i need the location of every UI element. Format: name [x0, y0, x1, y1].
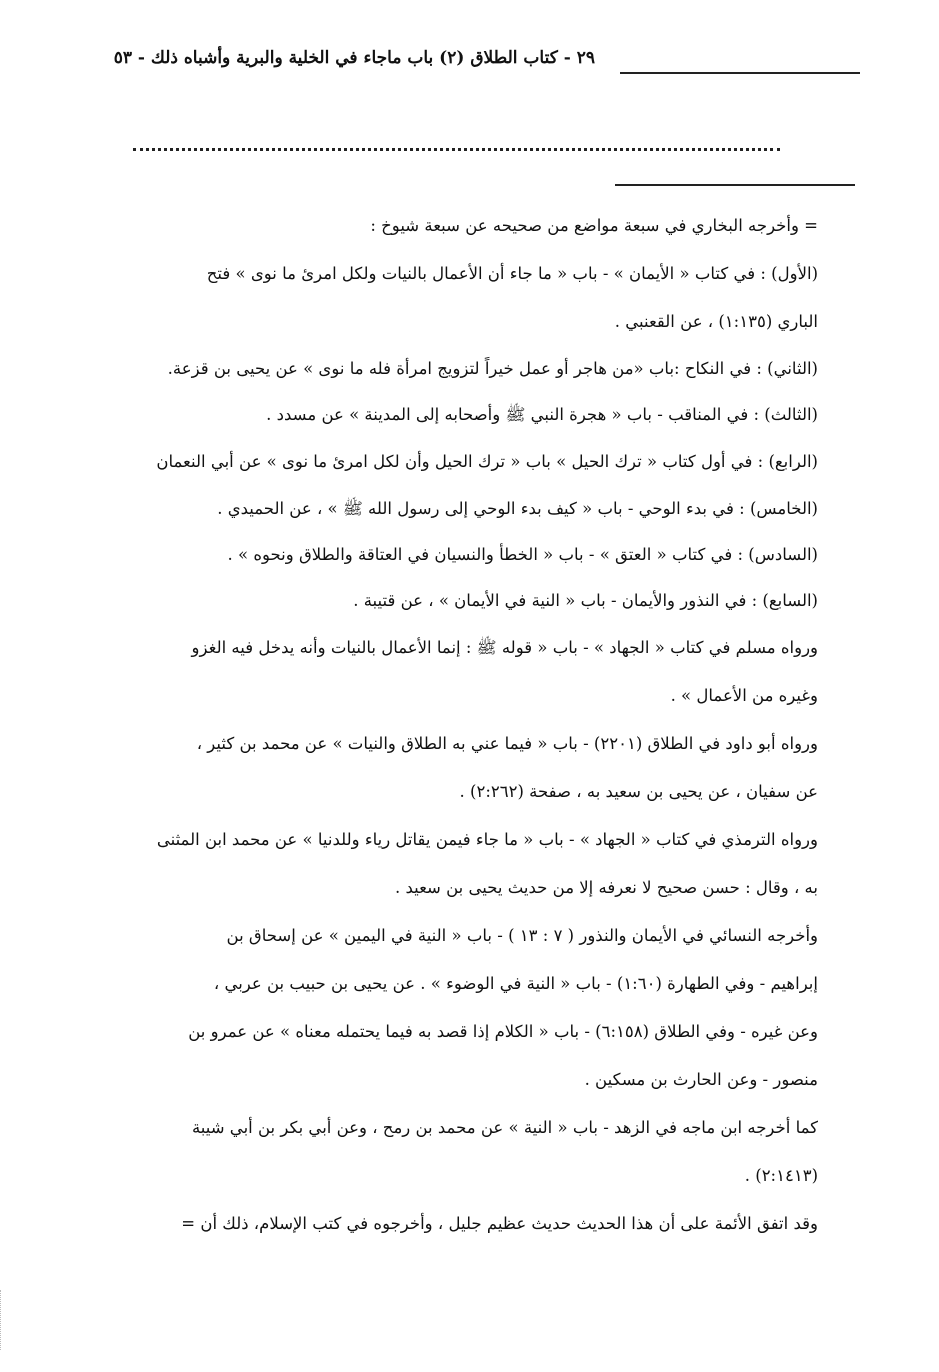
running-header-title: ٢٩ - كتاب الطلاق (٢) باب ماجاء في الخلية والبرية وأشباه ذلك - ٥٣: [113, 48, 595, 68]
text-line: (الأول) : في كتاب « الأيمان » - باب « ما جاء أن الأعمال بالنيات ولكل امرئ ما نوى » فتح: [206, 264, 818, 283]
page-header: [80, 44, 860, 84]
header-rule: [620, 72, 860, 74]
text-line: (السادس) : في كتاب « العتق » - باب « الخطأ والنسيان في العتاقة والطلاق ونحوه » .: [227, 545, 818, 564]
text-line: ورواه أبو داود في الطلاق (٢٢٠١) - باب « فيما عني به الطلاق والنيات » عن محمد بن كثير ،: [196, 734, 818, 753]
scan-edge-mark: [0, 1290, 9, 1350]
text-line: إبراهيم - وفي الطهارة (١:٦٠) - باب « النية في الوضوء » . عن يحيى بن حبيب بن عربي ،: [213, 974, 818, 993]
text-line: عن سفيان ، عن يحيى بن سعيد به ، صفحة (٢:٢٦٢) .: [459, 782, 818, 801]
footnote-body: [78, 202, 818, 1248]
text-line: الباري (١:١٣٥) ، عن القعنبي .: [614, 312, 818, 331]
text-line: (الثالث) : في المناقب - باب « هجرة النبي ﷺ وأصحابه إلى المدينة » عن مسدد .: [266, 405, 818, 424]
text-line: وقد اتفق الأئمة على أن هذا الحديث حديث عظيم جليل ، وأخرجوه في كتب الإسلام، ذلك أن =: [181, 1214, 818, 1233]
text-line: (الخامس) : في بدء الوحي - باب « كيف بدء الوحي إلى رسول الله ﷺ » ، عن الحميدي .: [217, 499, 818, 518]
text-line: وعن غيره - وفي الطلاق (٦:١٥٨) - باب « الكلام إذا قصد به فيما يحتمله معناه » عن عمرو بن: [188, 1022, 818, 1041]
dotted-separator: [133, 148, 780, 151]
text-line: = وأخرجه البخاري في سبعة مواضع من صحيحه عن سبعة شيوخ :: [370, 216, 818, 235]
text-line: (الثاني) : في النكاح :باب «من هاجر أو عمل خيراً لتزويج امرأة فله ما نوى » عن يحيى بن قزعة.: [167, 359, 818, 378]
text-line: (الرابع) : في أول كتاب « ترك الحيل » باب « ترك الحيل وأن لكل امرئ ما نوى » عن أبي النعمان: [156, 452, 818, 471]
text-line: (السابع) : في النذور والأيمان - باب « النية في الأيمان » ، عن قتيبة .: [353, 591, 818, 610]
text-line: كما أخرجه ابن ماجه في الزهد - باب « النية » عن محمد بن رمح ، وعن أبي بكر بن أبي شيبة: [191, 1118, 818, 1137]
text-line: به ، وقال : حسن صحيح لا نعرفه إلا من حديث يحيى بن سعيد .: [394, 878, 818, 897]
text-line: ورواه الترمذي في كتاب « الجهاد » - باب « ما جاء فيمن يقاتل رياء وللدنيا » عن محمد ابن المثنى: [156, 830, 818, 849]
text-line: ورواه مسلم في كتاب « الجهاد » - باب « قوله ﷺ : إنما الأعمال بالنيات وأنه يدخل فيه الغزو: [191, 638, 818, 657]
text-line: وغيره من الأعمال » .: [670, 686, 818, 705]
text-line: منصور - وعن الحارث بن مسكين .: [584, 1070, 818, 1089]
text-line: (٢:١٤١٣) .: [744, 1166, 818, 1185]
text-line: وأخرجه النسائي في الأيمان والنذور ( ٧ : ١٣ ) - باب « النية في اليمين » عن إسحاق بن: [226, 926, 818, 945]
footnote-rule: [615, 184, 855, 186]
